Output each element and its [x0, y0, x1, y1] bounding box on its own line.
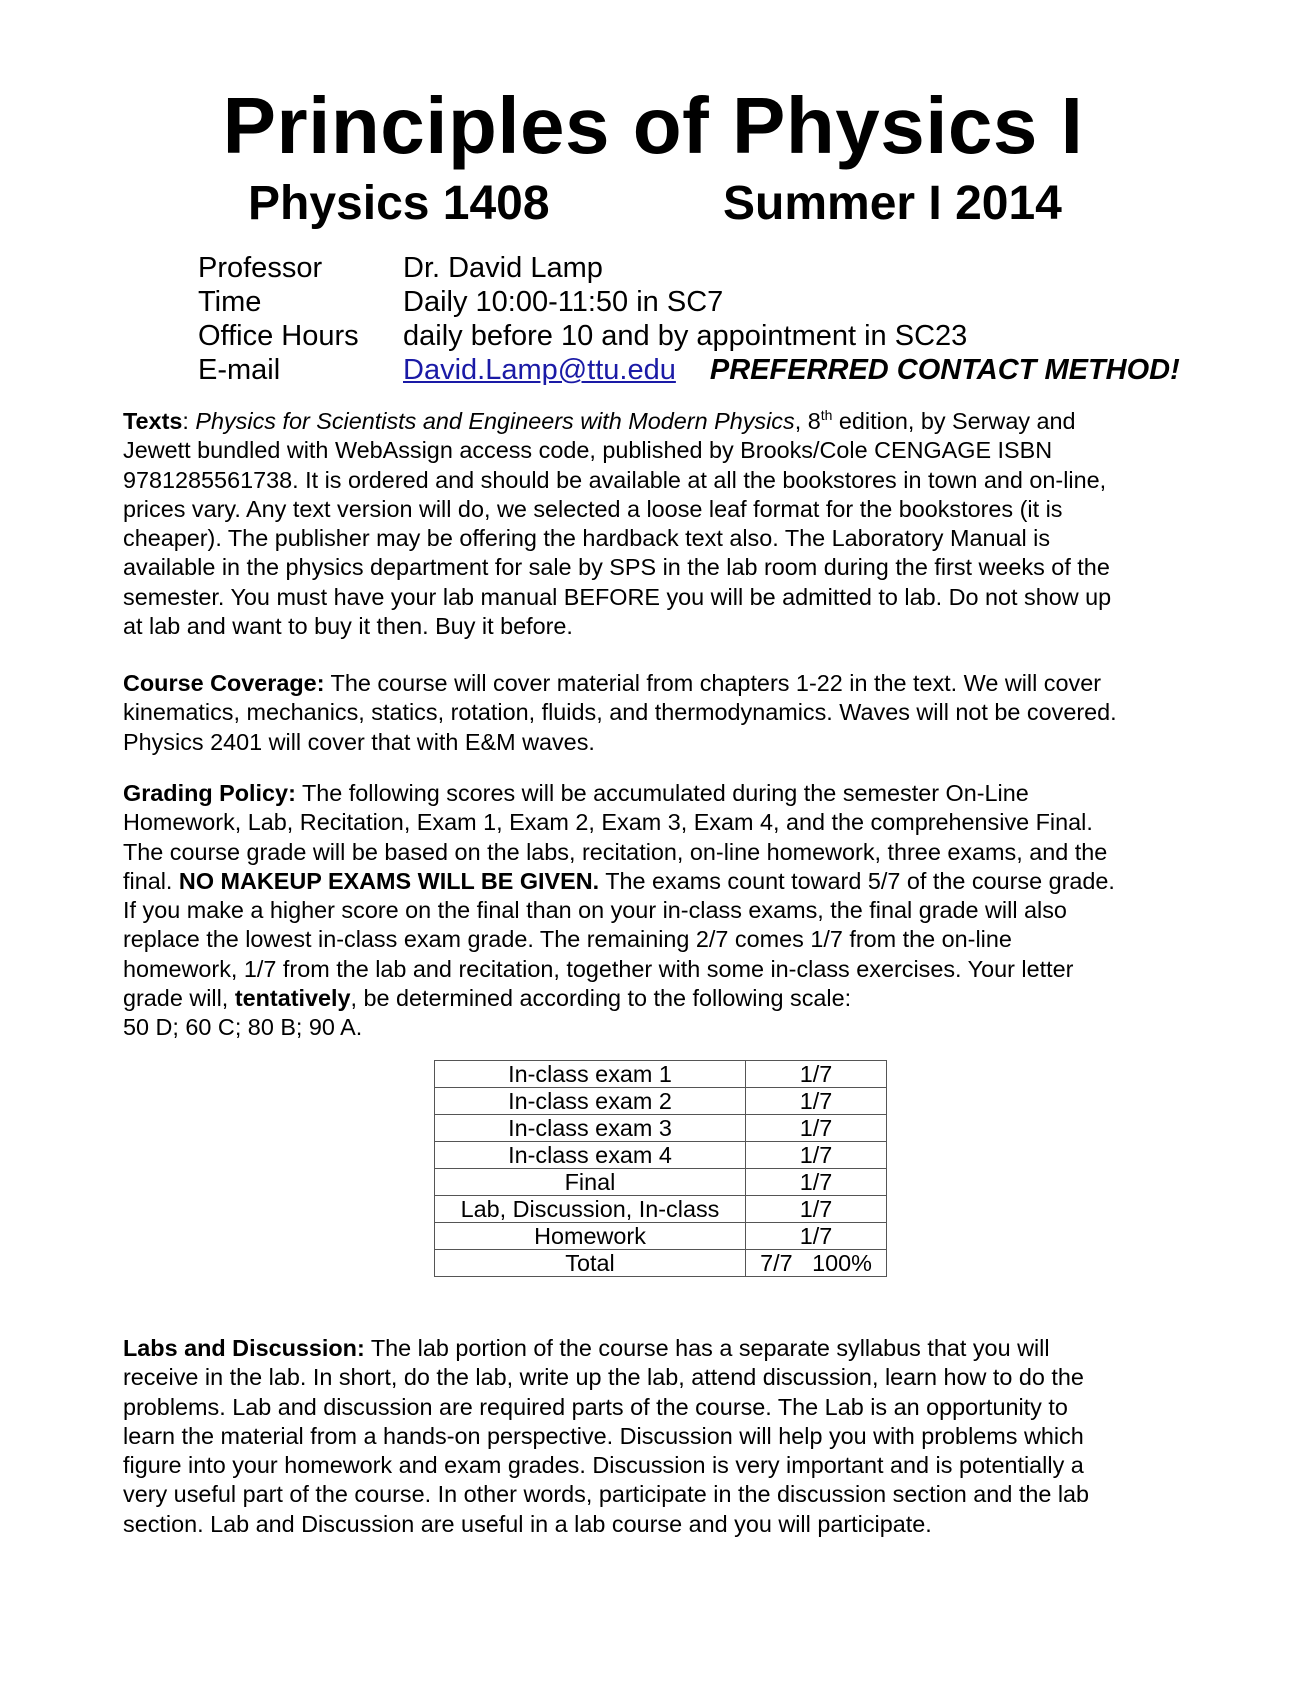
coverage-line: kinematics, mechanics, statics, rotation, fluids, and thermodynamics. Waves will not be covered. — [123, 699, 1117, 726]
coverage-line-1: Course Coverage: The course will cover material from chapters 1-22 in the text. We will cover — [123, 670, 1102, 696]
table-cell-item: Total — [435, 1250, 746, 1277]
table-cell-item: In-class exam 4 — [435, 1142, 746, 1169]
labs-line: problems. Lab and discussion are required parts of the course. The Lab is an opportunity to — [123, 1393, 1068, 1420]
table-cell-item: In-class exam 3 — [435, 1115, 746, 1142]
labs-line-1: Labs and Discussion: The lab portion of the course has a separate syllabus that you will — [123, 1335, 1050, 1361]
labs-line: section. Lab and Discussion are useful in a lab course and you will participate. — [123, 1510, 932, 1537]
labs-line: learn the material from a hands-on perspective. Discussion will help you with problems which — [123, 1422, 1084, 1449]
info-value: Daily 10:00-11:50 in SC7 — [403, 286, 724, 318]
table-cell-item: Lab, Discussion, In-class — [435, 1196, 746, 1223]
texts-line: prices vary. Any text version will do, we selected a loose leaf format for the bookstores (it is — [123, 495, 1063, 522]
texts-line: 9781285561738. It is ordered and should be available at all the bookstores in town and on-line, — [123, 466, 1107, 493]
table-cell-item: In-class exam 2 — [435, 1088, 746, 1115]
grading-line-1: Grading Policy: The following scores will be accumulated during the semester On-Line — [123, 780, 1029, 806]
grading-line: replace the lowest in-class exam grade. The remaining 2/7 comes 1/7 from the on-line — [123, 926, 1012, 953]
book-title: Physics for Scientists and Engineers with Modern Physics — [195, 408, 795, 434]
table-cell-weight: 1/7 — [746, 1088, 887, 1115]
preferred-contact-note: PREFERRED CONTACT METHOD! — [709, 354, 1180, 386]
grade-weights-table — [434, 1060, 887, 1277]
table-cell-weight: 1/7 — [746, 1142, 887, 1169]
info-label: E-mail — [198, 354, 281, 386]
table-row — [435, 1169, 887, 1196]
course-info — [198, 251, 1180, 387]
section-heading: Grading Policy: — [123, 780, 296, 806]
table-row — [435, 1115, 887, 1142]
table-cell-weight: 1/7 — [746, 1169, 887, 1196]
table-cell-item: Final — [435, 1169, 746, 1196]
texts-section — [123, 407, 1213, 641]
table-cell-item: In-class exam 1 — [435, 1061, 746, 1088]
coverage-section — [123, 669, 1213, 757]
section-heading: Texts — [123, 408, 183, 434]
table-row — [435, 1196, 887, 1223]
labs-section — [123, 1334, 1213, 1539]
course-term: Summer I 2014 — [723, 177, 1062, 230]
info-row-time — [198, 285, 1180, 319]
texts-line: at lab and want to buy it then. Buy it before. — [123, 613, 573, 640]
grading-line: The course grade will be based on the labs, recitation, on-line homework, three exams, and the — [123, 838, 1108, 865]
info-label: Time — [198, 286, 262, 318]
table-row — [435, 1142, 887, 1169]
labs-line: very useful part of the course. In other words, participate in the discussion section and the lab — [123, 1481, 1090, 1508]
section-heading: Labs and Discussion: — [123, 1335, 365, 1361]
grading-line: If you make a higher score on the final than on your in-class exams, the final grade will also — [123, 897, 1067, 924]
table-row — [435, 1061, 887, 1088]
info-value — [403, 353, 1180, 387]
table-cell-item: Homework — [435, 1223, 746, 1250]
course-number: Physics 1408 — [248, 177, 550, 230]
info-row-office-hours — [198, 319, 1180, 353]
table-row — [435, 1088, 887, 1115]
grading-line: grade will, tentatively, be determined according to the following scale: — [123, 985, 852, 1012]
info-row-email — [198, 353, 1180, 387]
coverage-line: Physics 2401 will cover that with E&M waves. — [123, 728, 595, 755]
texts-line: Jewett bundled with WebAssign access code, published by Brooks/Cole CENGAGE ISBN — [123, 437, 1053, 464]
grading-line: Homework, Lab, Recitation, Exam 1, Exam 2, Exam 3, Exam 4, and the comprehensive Final. — [123, 809, 1093, 836]
labs-line: figure into your homework and exam grades. Discussion is very important and is potentially a — [123, 1452, 1084, 1479]
table-row-total — [435, 1250, 887, 1277]
table-cell-weight: 1/7 — [746, 1223, 887, 1250]
no-makeup-notice: NO MAKEUP EXAMS WILL BE GIVEN. — [178, 867, 600, 894]
info-row-professor — [198, 251, 1180, 285]
table-cell-weight: 1/7 — [746, 1196, 887, 1223]
info-label: Professor — [198, 252, 323, 284]
email-link[interactable]: David.Lamp@ttu.edu — [403, 354, 676, 386]
info-value: daily before 10 and by appointment in SC23 — [403, 320, 968, 352]
table-cell-weight: 1/7 — [746, 1115, 887, 1142]
info-label: Office Hours — [198, 320, 359, 352]
section-heading: Course Coverage: — [123, 670, 325, 696]
table-cell-weight: 7/7 100% — [746, 1250, 887, 1277]
tentatively-emphasis: tentatively — [234, 985, 351, 1012]
grade-scale: 50 D; 60 C; 80 B; 90 A. — [123, 1014, 363, 1041]
info-value: Dr. David Lamp — [403, 252, 603, 284]
labs-line: receive in the lab. In short, do the lab, write up the lab, attend discussion, learn how to do the — [123, 1364, 1084, 1391]
grading-section — [123, 779, 1213, 1043]
texts-line: available in the physics department for sale by SPS in the lab room during the first weeks of the — [123, 554, 1110, 581]
page-title: Principles of Physics I — [222, 81, 1084, 170]
table-cell-weight: 1/7 — [746, 1061, 887, 1088]
texts-line: cheaper). The publisher may be offering the hardback text also. The Laboratory Manual is — [123, 525, 1051, 552]
texts-line: semester. You must have your lab manual BEFORE you will be admitted to lab. Do not show up — [123, 583, 1112, 610]
table-row — [435, 1223, 887, 1250]
grading-line: final. NO MAKEUP EXAMS WILL BE GIVEN. The exams count toward 5/7 of the course grade. — [123, 867, 1115, 894]
texts-line-1: Texts: Physics for Scientists and Engineers with Modern Physics, 8th edition, by Serway and — [123, 407, 1076, 434]
grading-line: homework, 1/7 from the lab and recitation, together with some in-class exercises. Your letter — [123, 955, 1074, 982]
